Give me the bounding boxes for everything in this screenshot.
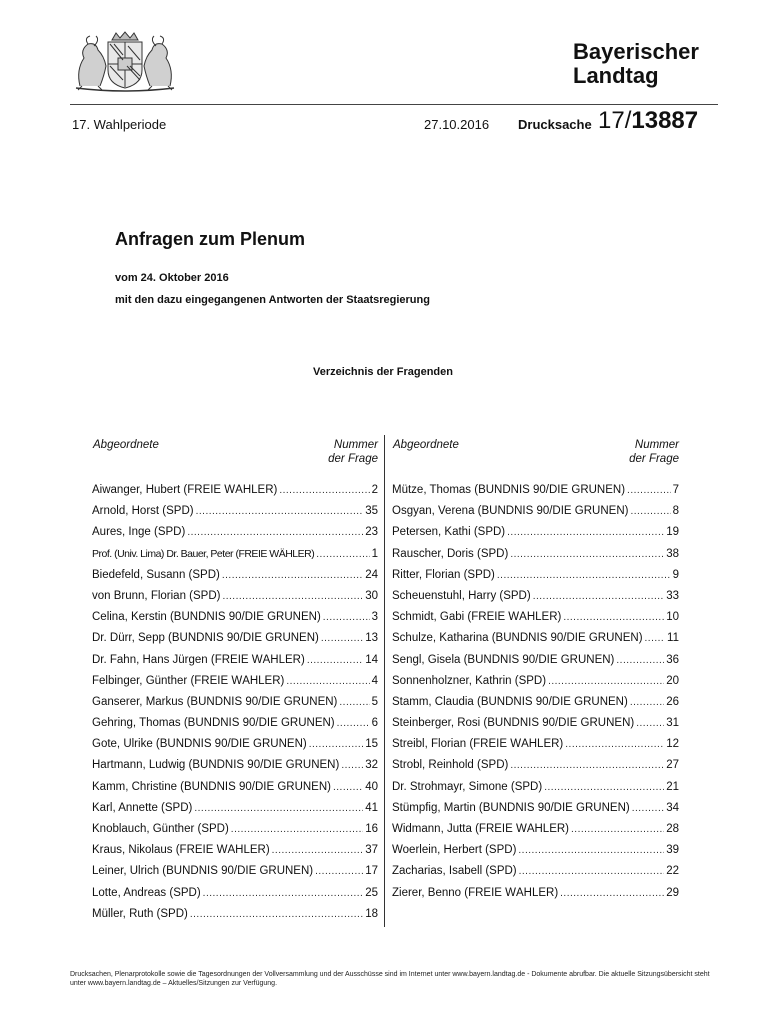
frage-nummer: 9 — [672, 568, 679, 581]
list-item — [392, 823, 679, 844]
column-header-abgeordnete-right: Abgeordnete — [393, 439, 459, 451]
frage-nummer: 36 — [666, 653, 679, 666]
abgeordnete-name: Dr. Fahn, Hans Jürgen (FREIE WÄHLER) — [92, 653, 305, 666]
abgeordnete-name: Leiner, Ulrich (BÜNDNIS 90/DIE GRÜNEN) — [92, 865, 314, 878]
abgeordnete-name: Widmann, Jutta (FREIE WÄHLER) — [392, 823, 570, 835]
list-item — [392, 865, 679, 886]
list-item — [92, 781, 378, 802]
abgeordnete-name: Mütze, Thomas (BÜNDNIS 90/DIE GRÜNEN) — [392, 484, 626, 496]
list-item — [392, 484, 679, 505]
frage-nummer: 38 — [666, 547, 679, 560]
column-header-abgeordnete-left: Abgeordnete — [93, 439, 159, 451]
frage-nummer: 37 — [365, 844, 378, 857]
frage-nummer: 41 — [365, 801, 378, 814]
dot-leader — [518, 845, 664, 856]
list-item — [392, 781, 679, 802]
dot-leader — [286, 676, 369, 687]
column-header-nummer-left — [290, 438, 378, 466]
abgeordnete-name: Dr. Strohmayr, Simone (SPD) — [392, 780, 543, 793]
list-item — [92, 526, 378, 547]
list-item — [92, 802, 378, 823]
abgeordnete-name: Aures, Inge (SPD) — [92, 526, 186, 539]
header-divider — [70, 104, 718, 105]
footer-note: Drucksachen, Plenarprotokolle sowie die Tagesordnungen der Vollversammlung und der Ausschüsse sind im Internet unter www.bayern.landtag.de - Dokumente abrufbar. Die aktuelle Sitzungsübersicht steht unter www.bayern.landtag.de – Aktuelles/Sitzungen zur Verfügung. — [70, 971, 710, 987]
drucksache-label: Drucksache — [518, 117, 592, 132]
frage-nummer: 13 — [365, 632, 378, 645]
frage-nummer: 21 — [666, 780, 679, 793]
list-item — [392, 611, 679, 632]
dot-leader — [323, 612, 370, 623]
abgeordnete-name: Knoblauch, Günther (SPD) — [92, 823, 229, 835]
dot-leader — [231, 824, 363, 835]
dot-leader — [510, 549, 664, 560]
dot-leader — [645, 633, 666, 644]
frage-nummer: 15 — [365, 738, 378, 751]
abgeordnete-name: Ritter, Florian (SPD) — [392, 568, 495, 581]
list-item — [92, 548, 378, 569]
abgeordnete-name: Aiwanger, Hubert (FREIE WÄHLER) — [92, 484, 278, 496]
list-item — [92, 675, 378, 696]
list-item — [92, 759, 378, 780]
dot-leader — [190, 909, 363, 920]
abgeordnete-name: Zierer, Benno (FREIE WÄHLER) — [392, 886, 559, 899]
drucksache-id: 13887 — [631, 107, 699, 134]
list-item — [92, 696, 378, 717]
abgeordnete-name: Prof. (Univ. Lima) Dr. Bauer, Peter (FREIE WÄHLER) — [92, 547, 315, 560]
list-item — [92, 569, 378, 590]
frage-nummer: 33 — [666, 589, 679, 602]
frage-nummer: 31 — [666, 717, 679, 730]
dot-leader — [309, 739, 363, 750]
list-item — [392, 887, 679, 908]
list-item — [92, 611, 378, 632]
abgeordnete-name: Müller, Ruth (SPD) — [92, 907, 188, 920]
column-header-nummer-line1: Nummer — [333, 439, 378, 451]
frage-nummer: 12 — [666, 738, 679, 751]
fragende-list-left — [92, 484, 378, 929]
frage-nummer: 22 — [666, 865, 679, 878]
dot-leader — [321, 633, 363, 644]
frage-nummer: 34 — [666, 801, 679, 814]
abgeordnete-name: Biedefeld, Susann (SPD) — [92, 568, 220, 581]
frage-nummer: 1 — [371, 547, 378, 560]
abgeordnete-name: Ganserer, Markus (BÜNDNIS 90/DIE GRÜNEN) — [92, 695, 338, 708]
abgeordnete-name: Gehring, Thomas (BÜNDNIS 90/DIE GRÜNEN) — [92, 717, 335, 730]
frage-nummer: 11 — [667, 632, 679, 645]
dot-leader — [630, 506, 670, 517]
list-item — [92, 590, 378, 611]
drucksache-number — [598, 107, 698, 135]
drucksache-prefix: 17/ — [598, 107, 632, 134]
list-item — [392, 738, 679, 759]
frage-nummer: 18 — [365, 907, 378, 920]
abgeordnete-name: Stümpfig, Martin (BÜNDNIS 90/DIE GRÜNEN) — [392, 801, 630, 814]
list-item — [392, 569, 679, 590]
frage-nummer: 14 — [365, 653, 378, 666]
section-heading: Verzeichnis der Fragenden — [313, 366, 453, 378]
column-header-nummer-right — [590, 438, 679, 466]
frage-nummer: 5 — [371, 695, 378, 708]
dot-leader — [272, 845, 364, 856]
dot-leader — [316, 549, 369, 560]
frage-nummer: 2 — [371, 484, 378, 496]
abgeordnete-name: Schmidt, Gabi (FREIE WÄHLER) — [392, 611, 562, 624]
list-item — [392, 844, 679, 865]
frage-nummer: 32 — [365, 759, 378, 772]
list-item — [392, 654, 679, 675]
document-date: 27.10.2016 — [424, 117, 490, 132]
abgeordnete-name: Dr. Dürr, Sepp (BÜNDNIS 90/DIE GRÜNEN) — [92, 632, 319, 645]
dot-leader — [339, 697, 369, 708]
frage-nummer: 26 — [666, 695, 679, 708]
list-item — [92, 844, 378, 865]
abgeordnete-name: Rauscher, Doris (SPD) — [392, 547, 509, 560]
list-item — [392, 675, 679, 696]
list-item — [392, 590, 679, 611]
list-item — [92, 908, 378, 929]
list-item — [92, 632, 378, 653]
abgeordnete-name: Celina, Kerstin (BÜNDNIS 90/DIE GRÜNEN) — [92, 611, 321, 624]
dot-leader — [222, 570, 363, 581]
abgeordnete-name: Zacharias, Isabell (SPD) — [392, 865, 517, 878]
list-item — [392, 632, 679, 653]
abgeordnete-name: Hartmann, Ludwig (BÜNDNIS 90/DIE GRÜNEN) — [92, 759, 340, 772]
frage-nummer: 4 — [371, 674, 378, 687]
dot-leader — [632, 803, 664, 814]
abgeordnete-name: Kamm, Christine (BÜNDNIS 90/DIE GRÜNEN) — [92, 780, 331, 793]
bavarian-coat-of-arms-logo — [70, 30, 180, 92]
frage-nummer: 19 — [666, 526, 679, 539]
dot-leader — [636, 718, 664, 729]
dot-leader — [194, 803, 363, 814]
dot-leader — [519, 866, 665, 877]
abgeordnete-name: Osgyan, Verena (BÜNDNIS 90/DIE GRÜNEN) — [392, 505, 629, 518]
brand-title-line2: Landtag — [573, 63, 659, 88]
list-item — [92, 738, 378, 759]
frage-nummer: 40 — [365, 780, 378, 793]
abgeordnete-name: Sonnenholzner, Kathrin (SPD) — [392, 674, 547, 687]
abgeordnete-name: Petersen, Kathi (SPD) — [392, 526, 506, 539]
list-item — [92, 865, 378, 886]
list-item — [92, 505, 378, 526]
list-item — [392, 505, 679, 526]
column-divider — [384, 435, 385, 927]
list-item — [392, 802, 679, 823]
dot-leader — [196, 506, 364, 517]
list-item — [392, 526, 679, 547]
dot-leader — [222, 591, 363, 602]
fragende-list-right — [392, 484, 679, 908]
list-item — [92, 887, 378, 908]
dot-leader — [315, 866, 363, 877]
frage-nummer: 23 — [365, 526, 378, 539]
frage-nummer: 20 — [666, 674, 679, 687]
frage-nummer: 30 — [365, 589, 378, 602]
dot-leader — [563, 612, 664, 623]
dot-leader — [533, 591, 665, 602]
abgeordnete-name: Streibl, Florian (FREIE WÄHLER) — [392, 738, 564, 751]
frage-nummer: 39 — [666, 844, 679, 857]
list-item — [92, 484, 378, 505]
dot-leader — [497, 570, 671, 581]
dot-leader — [341, 760, 363, 771]
abgeordnete-name: Karl, Annette (SPD) — [92, 801, 193, 814]
dot-leader — [337, 718, 370, 729]
abgeordnete-name: Steinberger, Rosi (BÜNDNIS 90/DIE GRÜNEN) — [392, 717, 635, 730]
wahlperiode: 17. Wahlperiode — [72, 117, 167, 132]
abgeordnete-name: Strobl, Reinhold (SPD) — [392, 759, 509, 772]
abgeordnete-name: Scheuenstuhl, Harry (SPD) — [392, 589, 531, 602]
list-item — [392, 696, 679, 717]
document-subtitle-date: vom 24. Oktober 2016 — [115, 272, 229, 284]
dot-leader — [544, 782, 664, 793]
dot-leader — [307, 655, 363, 666]
column-header-nummer-line2: der Frage — [328, 453, 378, 465]
abgeordnete-name: Felbinger, Günther (FREIE WÄHLER) — [92, 674, 285, 687]
dot-leader — [630, 697, 664, 708]
column-header-nummer-line2: der Frage — [629, 453, 679, 465]
frage-nummer: 3 — [371, 611, 378, 624]
dot-leader — [627, 485, 671, 496]
list-item — [92, 717, 378, 738]
frage-nummer: 29 — [666, 886, 679, 899]
frage-nummer: 27 — [666, 759, 679, 772]
frage-nummer: 25 — [365, 886, 378, 899]
dot-leader — [510, 760, 664, 771]
abgeordnete-name: Schulze, Katharina (BÜNDNIS 90/DIE GRÜNEN) — [392, 632, 643, 645]
abgeordnete-name: Kraus, Nikolaus (FREIE WÄHLER) — [92, 844, 270, 857]
abgeordnete-name: von Brunn, Florian (SPD) — [92, 589, 221, 602]
dot-leader — [616, 655, 664, 666]
dot-leader — [279, 485, 369, 496]
dot-leader — [571, 824, 664, 835]
list-item — [92, 823, 378, 844]
list-item — [92, 654, 378, 675]
frage-nummer: 35 — [365, 505, 378, 518]
abgeordnete-name: Woerlein, Herbert (SPD) — [392, 844, 517, 857]
frage-nummer: 6 — [371, 717, 378, 730]
dot-leader — [187, 527, 363, 538]
dot-leader — [565, 739, 664, 750]
dot-leader — [333, 782, 363, 793]
dot-leader — [548, 676, 664, 687]
frage-nummer: 28 — [666, 823, 679, 835]
frage-nummer: 8 — [672, 505, 679, 518]
abgeordnete-name: Sengl, Gisela (BÜNDNIS 90/DIE GRÜNEN) — [392, 653, 615, 666]
list-item — [392, 717, 679, 738]
column-header-nummer-line1: Nummer — [634, 439, 679, 451]
frage-nummer: 7 — [672, 484, 679, 496]
list-item — [392, 548, 679, 569]
dot-leader — [507, 527, 664, 538]
document-title: Anfragen zum Plenum — [115, 229, 306, 249]
frage-nummer: 10 — [666, 611, 679, 624]
list-item — [392, 759, 679, 780]
dot-leader — [203, 888, 364, 899]
dot-leader — [560, 888, 664, 899]
document-subtitle: mit den dazu eingegangenen Antworten der Staatsregierung — [115, 294, 430, 306]
frage-nummer: 17 — [365, 865, 378, 878]
brand-title-line1: Bayerischer — [573, 39, 699, 64]
abgeordnete-name: Lotte, Andreas (SPD) — [92, 886, 201, 899]
frage-nummer: 16 — [365, 823, 378, 835]
abgeordnete-name: Arnold, Horst (SPD) — [92, 505, 194, 518]
frage-nummer: 24 — [365, 568, 378, 581]
abgeordnete-name: Stamm, Claudia (BÜNDNIS 90/DIE GRÜNEN) — [392, 695, 628, 708]
abgeordnete-name: Gote, Ulrike (BÜNDNIS 90/DIE GRÜNEN) — [92, 738, 307, 751]
